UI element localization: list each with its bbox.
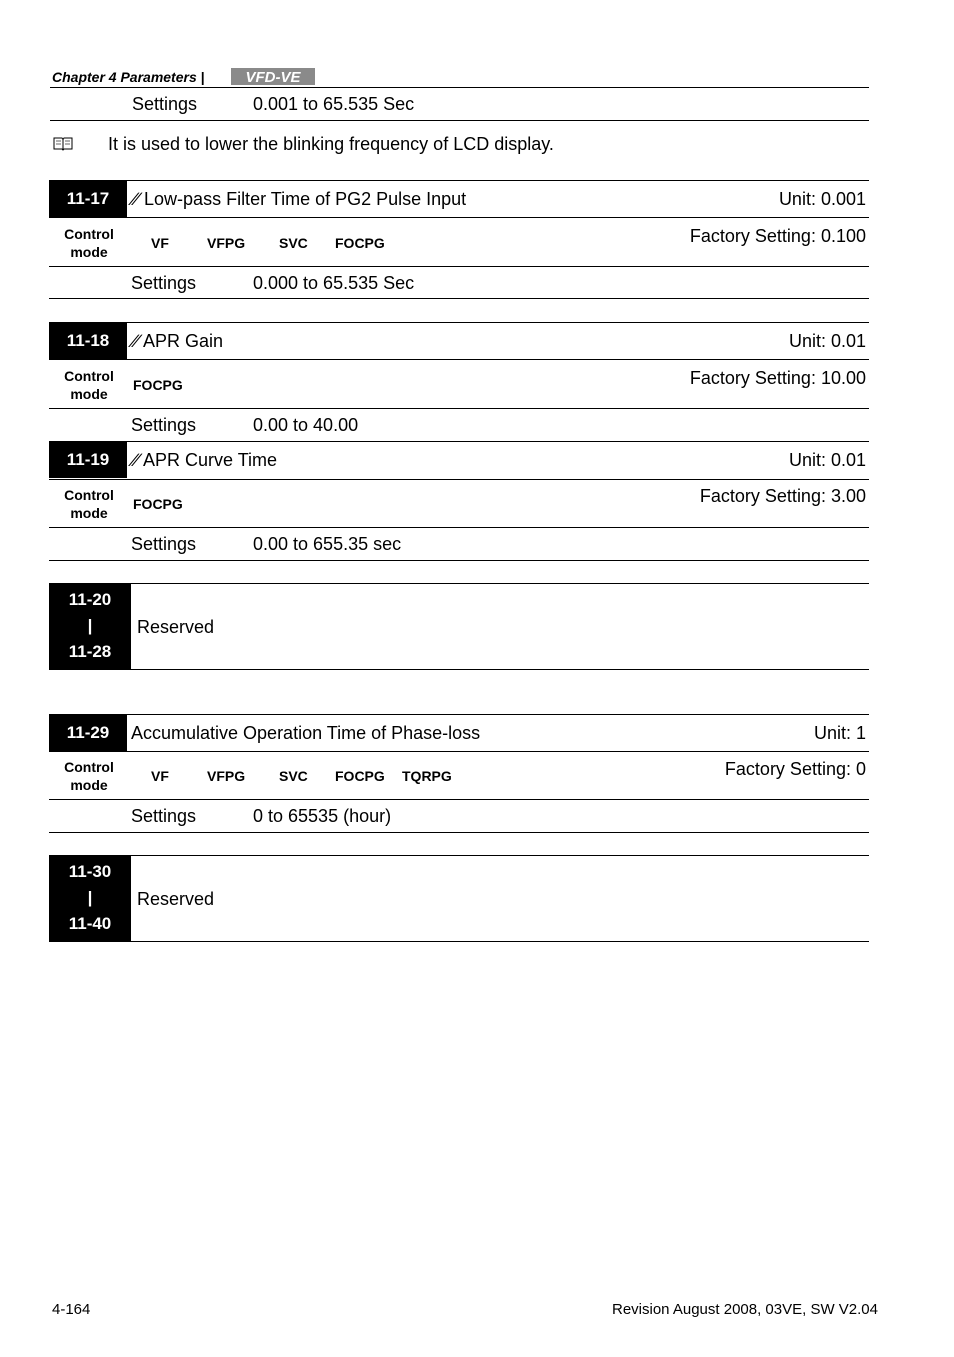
range-end: 11-40 (68, 914, 112, 933)
logo-text: VFD-VE (245, 69, 301, 85)
row-rule (50, 120, 869, 121)
settings-label: Settings (131, 273, 197, 293)
pen-icon: ∕∕ (133, 189, 140, 209)
param-number-11-19: 11-19 (49, 441, 127, 478)
param-rule (49, 527, 869, 528)
param-unit-11-29: Unit: 1 (813, 723, 866, 743)
pen-icon: ∕∕ (133, 450, 140, 470)
range-start: 11-30 (68, 862, 112, 881)
control-label: Control (64, 368, 114, 384)
header-separator: | (200, 69, 205, 85)
mode-focpg: FOCPG (335, 235, 385, 251)
control-mode-label (49, 225, 129, 261)
factory-setting-11-17: Factory Setting: 0.100 (689, 226, 866, 246)
chapter-header (52, 69, 205, 85)
param-unit-11-19: Unit: 0.01 (788, 450, 866, 470)
range-separator: | (87, 616, 93, 635)
settings-value: 0 to 65535 (hour) (253, 806, 392, 826)
control-label: Control (64, 759, 114, 775)
param-top-rule (131, 583, 869, 584)
revision-info: Revision August 2008, 03VE, SW V2.04 (612, 1301, 878, 1318)
mode-svc: SVC (279, 768, 308, 784)
param-bottom-rule (49, 298, 869, 299)
control-mode-label (49, 367, 129, 403)
param-bottom-rule (49, 941, 869, 942)
mode-focpg: FOCPG (335, 768, 385, 784)
param-rule (49, 408, 869, 409)
param-top-rule (127, 714, 869, 715)
param-rule (49, 359, 869, 360)
settings-label: Settings (131, 806, 197, 826)
mode-label: mode (70, 386, 108, 402)
param-name-11-17 (133, 189, 466, 210)
param-rule (49, 799, 869, 800)
settings-value: 0.000 to 65.535 Sec (253, 273, 415, 293)
param-top-rule (127, 441, 869, 442)
param-title: Low-pass Filter Time of PG2 Pulse Input (144, 189, 467, 209)
reserved-label: Reserved (137, 617, 215, 637)
page-number: 4-164 (52, 1301, 91, 1318)
range-start: 11-20 (68, 590, 112, 609)
mode-focpg: FOCPG (133, 496, 183, 512)
book-icon (53, 136, 73, 151)
param-rule (49, 479, 869, 480)
mode-focpg: FOCPG (133, 377, 183, 393)
factory-setting-11-29: Factory Setting: 0 (724, 759, 866, 779)
param-bottom-rule (49, 669, 869, 670)
pen-icon: ∕∕ (133, 331, 140, 351)
mode-label: mode (70, 777, 108, 793)
param-bottom-rule (49, 832, 869, 833)
param-rule (49, 217, 869, 218)
note-text: It is used to lower the blinking frequency of LCD display. (108, 134, 554, 154)
mode-svc: SVC (279, 235, 308, 251)
param-rule (49, 751, 869, 752)
reserved-label: Reserved (137, 889, 215, 909)
param-range-11-20-11-28 (49, 583, 131, 669)
param-top-rule (127, 180, 869, 181)
control-label: Control (64, 487, 114, 503)
param-unit-11-17: Unit: 0.001 (778, 189, 866, 209)
settings-label: Settings (131, 534, 197, 554)
param-range-11-30-11-40 (49, 855, 131, 941)
settings-value: 0.00 to 655.35 sec (253, 534, 402, 554)
settings-label: Settings (131, 415, 197, 435)
param-name-11-19 (133, 450, 277, 471)
range-separator: | (87, 888, 93, 907)
factory-setting-11-18: Factory Setting: 10.00 (689, 368, 866, 388)
settings-label: Settings (132, 94, 198, 114)
param-title: APR Gain (143, 331, 224, 351)
mode-label: mode (70, 505, 108, 521)
settings-value: 0.001 to 65.535 Sec (253, 94, 415, 114)
settings-value: 0.00 to 40.00 (253, 415, 359, 435)
param-name-11-29: Accumulative Operation Time of Phase-loss (131, 723, 481, 743)
control-label: Control (64, 226, 114, 242)
param-number-11-29: 11-29 (49, 714, 127, 751)
param-number-11-17: 11-17 (49, 180, 127, 217)
param-bottom-rule (49, 560, 869, 561)
range-end: 11-28 (68, 642, 112, 661)
mode-vf: VF (151, 235, 169, 251)
mode-vfpg: VFPG (207, 235, 246, 251)
param-unit-11-18: Unit: 0.01 (788, 331, 866, 351)
chapter-title: Chapter 4 Parameters (52, 69, 197, 85)
control-mode-label (49, 758, 129, 794)
param-top-rule (131, 855, 869, 856)
mode-vfpg: VFPG (207, 768, 246, 784)
param-number-11-18: 11-18 (49, 322, 127, 359)
control-mode-label (49, 486, 129, 522)
mode-label: mode (70, 244, 108, 260)
vfd-ve-logo (231, 68, 315, 85)
param-rule (49, 266, 869, 267)
mode-tqrpg: TQRPG (402, 768, 452, 784)
param-top-rule (127, 322, 869, 323)
param-name-11-18 (133, 331, 223, 352)
param-title: APR Curve Time (143, 450, 278, 470)
factory-setting-11-19: Factory Setting: 3.00 (699, 486, 866, 506)
header-rule (50, 87, 869, 88)
mode-vf: VF (151, 768, 169, 784)
